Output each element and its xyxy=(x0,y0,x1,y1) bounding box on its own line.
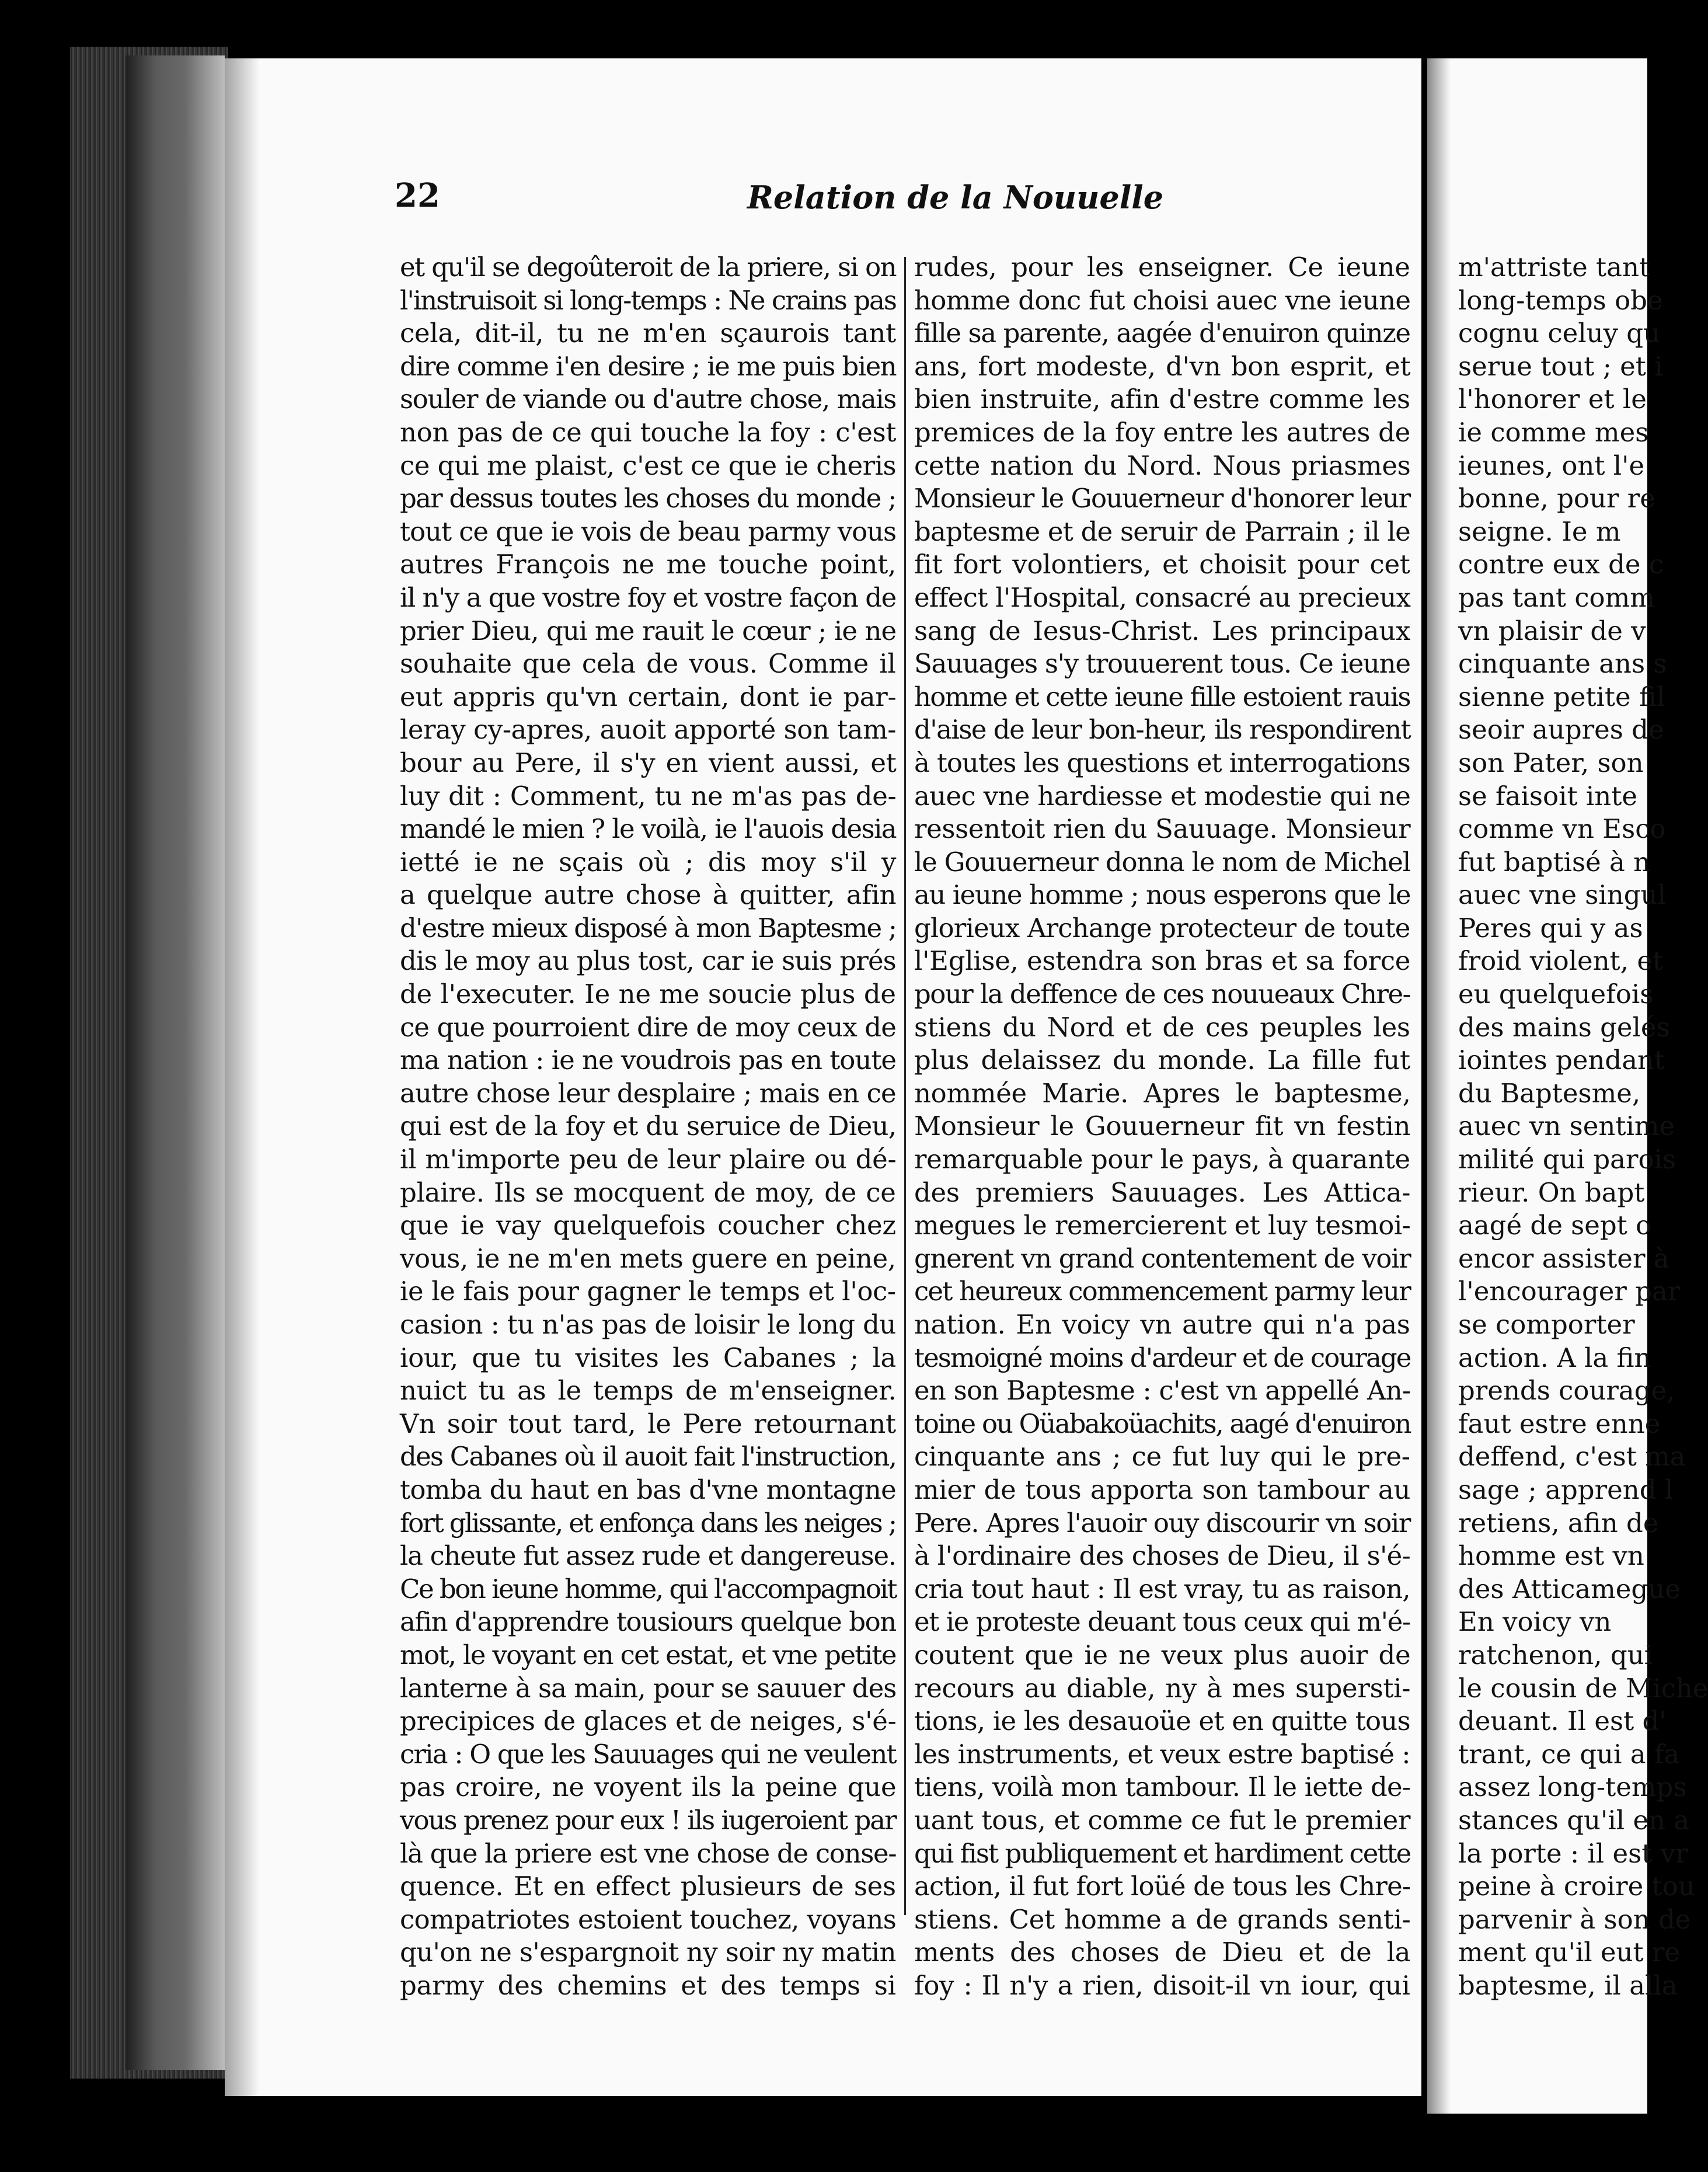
text-line: fille sa parente, aagée d'enuiron quinze xyxy=(914,318,1410,349)
text-line: ment qu'il eut re xyxy=(1458,1937,1681,1968)
page-stack-edge xyxy=(126,55,225,2070)
text-line: serue tout ; et i xyxy=(1458,350,1663,382)
text-line: pour la deffence de ces nouueaux Chre- xyxy=(914,979,1411,1010)
text-line: par dessus toutes les choses du monde ; xyxy=(400,483,896,514)
text-line: homme et cette ieune fille estoient rauis xyxy=(914,681,1410,712)
middle-text-column xyxy=(914,251,1410,2002)
gutter-shadow xyxy=(225,58,260,2096)
text-line: tout ce que ie vois de beau parmy vous xyxy=(400,516,897,547)
text-line: ratchenon, qui xyxy=(1458,1639,1653,1670)
text-line: Sauuages s'y trouuerent tous. Ce ieune xyxy=(914,648,1410,680)
text-line: vous, ie ne m'en mets guere en peine, xyxy=(400,1242,896,1274)
text-line: foy : Il n'y a rien, disoit-il vn iour, qui xyxy=(914,1969,1410,2001)
text-line: cinquante ans ; ce fut luy qui le pre- xyxy=(914,1441,1410,1473)
text-line: bour au Pere, il s'y en vient aussi, et xyxy=(400,747,897,778)
text-line: non pas de ce qui touche la foy : c'est xyxy=(400,416,897,448)
text-line: comme vn Esco xyxy=(1458,813,1666,845)
text-line: afin d'apprendre tousiours quelque bon xyxy=(400,1606,896,1638)
text-line: froid violent, et xyxy=(1458,945,1664,977)
text-line: autres François ne me touche point, xyxy=(400,549,897,580)
text-line: il n'y a que vostre foy et vostre façon de xyxy=(400,582,896,613)
text-line: remarquable pour le pays, à quarante xyxy=(914,1144,1410,1175)
text-line: baptesme et de seruir de Parrain ; il le xyxy=(914,516,1410,547)
text-line: des mains gelés xyxy=(1458,1011,1670,1043)
text-line: baptesme, il alla xyxy=(1458,1969,1678,2001)
text-line: Ce bon ieune homme, qui l'accompagnoit xyxy=(400,1573,896,1604)
text-line: sienne petite fil xyxy=(1458,681,1665,712)
text-line: vn plaisir de v xyxy=(1458,615,1646,646)
left-text-column xyxy=(400,251,896,2002)
text-line: parmy des chemins et des temps si xyxy=(400,1969,896,2001)
text-line: premices de la foy entre les autres de xyxy=(914,416,1411,448)
text-line: gnerent vn grand contentement de voir xyxy=(914,1242,1411,1274)
running-title: Relation de la Nouuelle xyxy=(747,179,1164,216)
text-line: stances qu'il en a xyxy=(1458,1804,1690,1836)
text-line: faut estre enne xyxy=(1458,1408,1661,1439)
text-line: auec vn sentime xyxy=(1458,1111,1675,1142)
text-line: action. A la fin xyxy=(1458,1342,1651,1373)
text-line: qu'on ne s'espargnoit ny soir ny matin xyxy=(400,1937,896,1968)
text-line: effect l'Hospital, consacré au precieux xyxy=(914,582,1411,613)
text-line: deffend, c'est ma xyxy=(1458,1441,1686,1473)
text-line: le cousin de Miche xyxy=(1458,1672,1708,1704)
text-line: tions, ie les desauoüe et en quitte tous xyxy=(914,1705,1410,1737)
text-line: Pere. Apres l'auoir ouy discourir vn soir xyxy=(914,1507,1410,1538)
text-line: se comporter xyxy=(1458,1309,1635,1340)
text-line: iour, que tu visites les Cabanes ; la xyxy=(400,1342,897,1373)
text-line: Peres qui y as xyxy=(1458,912,1643,944)
text-line: qui est de la foy et du seruice de Dieu, xyxy=(400,1111,897,1142)
text-line: parvenir à son de xyxy=(1458,1903,1691,1935)
text-line: des Atticamegue xyxy=(1458,1573,1681,1604)
text-line: d'aise de leur bon-heur, ils respondirent xyxy=(914,714,1411,746)
text-line: milité qui parois xyxy=(1458,1144,1676,1175)
text-line: l'encourager par xyxy=(1458,1276,1681,1307)
text-line: d'estre mieux disposé à mon Baptesme ; xyxy=(400,912,897,944)
text-line: megues le remercierent et luy tesmoi- xyxy=(914,1210,1411,1241)
text-line: seoir aupres de xyxy=(1458,714,1664,746)
text-line: en son Baptesme : c'est vn appellé An- xyxy=(914,1375,1411,1407)
text-line: Monsieur le Gouuerneur d'honorer leur xyxy=(914,483,1410,514)
text-line: au ieune homme ; nous esperons que le xyxy=(914,879,1411,911)
text-line: a quelque autre chose à quitter, afin xyxy=(400,879,897,911)
text-line: souler de viande ou d'autre chose, mais xyxy=(400,384,896,415)
text-line: quence. Et en effect plusieurs de ses xyxy=(400,1871,896,1902)
text-line: Monsieur le Gouuerneur fit vn festin xyxy=(914,1111,1411,1142)
text-line: l'Eglise, estendra son bras et sa force xyxy=(914,945,1411,977)
text-line: prends courage, xyxy=(1458,1375,1675,1407)
text-line: autre chose leur desplaire ; mais en ce xyxy=(400,1077,896,1109)
text-line: recours au diable, ny à mes supersti- xyxy=(914,1672,1411,1704)
text-line: la cheute fut assez rude et dangereuse. xyxy=(400,1540,896,1572)
text-line: ietté ie ne sçais où ; dis moy s'il y xyxy=(400,846,897,878)
text-line: homme donc fut choisi auec vne ieune xyxy=(914,284,1411,316)
text-line: dis le moy au plus tost, car ie suis prés xyxy=(400,945,896,977)
text-line: fit fort volontiers, et choisit pour cet xyxy=(914,549,1410,580)
text-line: tesmoigné moins d'ardeur et de courage xyxy=(914,1342,1411,1373)
text-line: pas tant comm xyxy=(1458,582,1655,613)
text-line: cela, dit-il, tu ne m'en sçaurois tant xyxy=(400,318,896,349)
text-line: ressentoit rien du Sauuage. Monsieur xyxy=(914,813,1411,845)
text-line: eut appris qu'vn certain, dont ie par- xyxy=(400,681,897,712)
text-line: seigne. Ie m xyxy=(1458,516,1621,547)
text-line: fort glissante, et enfonça dans les neiges ; xyxy=(400,1507,896,1538)
text-line: encor assister à xyxy=(1458,1242,1669,1274)
text-line: son Pater, son xyxy=(1458,747,1644,778)
text-line: souhaite que cela de vous. Comme il xyxy=(400,648,896,680)
text-line: ma nation : ie ne voudrois pas en toute xyxy=(400,1045,896,1076)
text-line: ie comme mes xyxy=(1458,416,1649,448)
column-divider xyxy=(904,257,906,1915)
text-line: des premiers Sauuages. Les Attica- xyxy=(914,1176,1411,1208)
text-line: ce qui me plaist, c'est ce que ie cheris xyxy=(400,450,897,481)
text-line: la porte : il est vr xyxy=(1458,1837,1688,1869)
text-line: bonne, pour re xyxy=(1458,483,1655,514)
text-line: le Gouuerneur donna le nom de Michel xyxy=(914,846,1410,878)
text-line: rudes, pour les enseigner. Ce ieune xyxy=(914,252,1410,283)
text-line: fut baptisé à n xyxy=(1458,846,1651,878)
text-line: eu quelquefois xyxy=(1458,979,1654,1010)
text-line: prier Dieu, qui me rauit le cœur ; ie ne xyxy=(400,615,897,646)
text-line: ie le fais pour gagner le temps et l'oc- xyxy=(400,1276,896,1307)
text-line: contre eux de c xyxy=(1458,549,1664,580)
text-line: aagé de sept o xyxy=(1458,1210,1652,1241)
text-line: qui fist publiquement et hardiment cette xyxy=(914,1837,1411,1869)
text-line: toine ou Oüabakoüachits, aagé d'enuiron xyxy=(914,1408,1411,1439)
text-line: de l'executer. Ie ne me soucie plus de xyxy=(400,979,896,1010)
text-line: coutent que ie ne veux plus auoir de xyxy=(914,1639,1411,1670)
text-line: m'attriste tant xyxy=(1458,252,1650,283)
text-line: à l'ordinaire des choses de Dieu, il s'é- xyxy=(914,1540,1411,1572)
text-line: auec vne hardiesse et modestie qui ne xyxy=(914,780,1411,812)
text-line: auec vne singul xyxy=(1458,879,1666,911)
text-line: stiens du Nord et de ces peuples les xyxy=(914,1011,1410,1043)
text-line: que ie vay quelquefois coucher chez xyxy=(400,1210,896,1241)
text-line: l'instruisoit si long-temps : Ne crains pas xyxy=(400,284,896,316)
page-number: 22 xyxy=(395,176,440,215)
text-line: ieunes, ont l'e xyxy=(1458,450,1645,481)
text-line: les instruments, et veux estre baptisé : xyxy=(914,1738,1410,1770)
text-line: bien instruite, afin d'estre comme les xyxy=(914,384,1410,415)
text-line: plus delaissez du monde. La fille fut xyxy=(914,1045,1410,1076)
text-line: deuant. Il est d' xyxy=(1458,1705,1667,1737)
text-line: action, il fut fort loüé de tous les Chre- xyxy=(914,1871,1411,1902)
text-line: ans, fort modeste, d'vn bon esprit, et xyxy=(914,350,1411,382)
text-line: ce que pourroient dire de moy ceux de xyxy=(400,1011,896,1043)
text-line: mot, le voyant en cet estat, et vne petite xyxy=(400,1639,896,1670)
text-line: à toutes les questions et interrogations xyxy=(914,747,1410,778)
text-line: cinquante ans s xyxy=(1458,648,1667,680)
text-line: cria : O que les Sauuages qui ne veulent xyxy=(400,1738,896,1770)
text-line: leray cy-apres, auoit apporté son tam- xyxy=(400,714,897,746)
text-line: casion : tu n'as pas de loisir le long du xyxy=(400,1309,896,1340)
text-line: cognu celuy qu xyxy=(1458,318,1661,349)
text-line: luy dit : Comment, tu ne m'as pas de- xyxy=(400,780,897,812)
text-line: Vn soir tout tard, le Pere retournant xyxy=(400,1408,896,1439)
text-line: ments des choses de Dieu et de la xyxy=(914,1937,1411,1968)
text-line: pas croire, ne voyent ils la peine que xyxy=(400,1771,897,1803)
text-line: vous prenez pour eux ! ils iugeroient par xyxy=(400,1804,896,1836)
text-line: compatriotes estoient touchez, voyans xyxy=(400,1903,897,1935)
text-line: lanterne à sa main, pour se sauuer des xyxy=(400,1672,897,1704)
text-line: assez long-temps xyxy=(1458,1771,1687,1803)
text-line: nommée Marie. Apres le baptesme, xyxy=(914,1077,1411,1109)
text-line: sage ; apprend l xyxy=(1458,1474,1674,1505)
text-line: plaire. Ils se mocquent de moy, de ce xyxy=(400,1176,896,1208)
text-line: mandé le mien ? le voilà, ie l'auois desia xyxy=(400,813,896,845)
text-line: En voicy vn xyxy=(1458,1606,1612,1638)
text-line: cria tout haut : Il est vray, tu as raison, xyxy=(914,1573,1410,1604)
text-line: nation. En voicy vn autre qui n'a pas xyxy=(914,1309,1410,1340)
text-line: tomba du haut en bas d'vne montagne xyxy=(400,1474,897,1505)
text-line: sang de Iesus-Christ. Les principaux xyxy=(914,615,1411,646)
text-line: long-temps obe xyxy=(1458,284,1663,316)
text-line: se faisoit inte xyxy=(1458,780,1637,812)
text-line: et qu'il se degoûteroit de la priere, si on xyxy=(400,252,897,283)
text-line: glorieux Archange protecteur de toute xyxy=(914,912,1410,944)
right-page-shadow xyxy=(1427,58,1451,2114)
text-line: du Baptesme, xyxy=(1458,1077,1641,1109)
text-line: stiens. Cet homme a de grands senti- xyxy=(914,1903,1411,1935)
text-line: retiens, afin de xyxy=(1458,1507,1659,1538)
text-line: rieur. On bapt xyxy=(1458,1176,1645,1208)
text-line: iointes pendant xyxy=(1458,1045,1665,1076)
text-line: il m'importe peu de leur plaire ou dé- xyxy=(400,1144,897,1175)
right-page-text-column xyxy=(1458,251,1708,2002)
text-line: des Cabanes où il auoit fait l'instruction, xyxy=(400,1441,897,1473)
text-line: là que la priere est vne chose de conse- xyxy=(400,1837,897,1869)
text-line: dire comme i'en desire ; ie me puis bien xyxy=(400,350,897,382)
text-line: nuict tu as le temps de m'enseigner. xyxy=(400,1375,897,1407)
text-line: l'honorer et le xyxy=(1458,384,1647,415)
text-line: trant, ce qui a fa xyxy=(1458,1738,1680,1770)
text-line: uant tous, et comme ce fut le premier xyxy=(914,1804,1411,1836)
text-line: tiens, voilà mon tambour. Il le iette de- xyxy=(914,1771,1411,1803)
text-line: peine à croire tou xyxy=(1458,1871,1695,1902)
text-line: mier de tous apporta son tambour au xyxy=(914,1474,1411,1505)
text-line: homme est vn xyxy=(1458,1540,1644,1572)
text-line: cette nation du Nord. Nous priasmes xyxy=(914,450,1411,481)
text-line: cet heureux commencement parmy leur xyxy=(914,1276,1410,1307)
text-line: et ie proteste deuant tous ceux qui m'é- xyxy=(914,1606,1410,1638)
text-line: precipices de glaces et de neiges, s'é- xyxy=(400,1705,897,1737)
